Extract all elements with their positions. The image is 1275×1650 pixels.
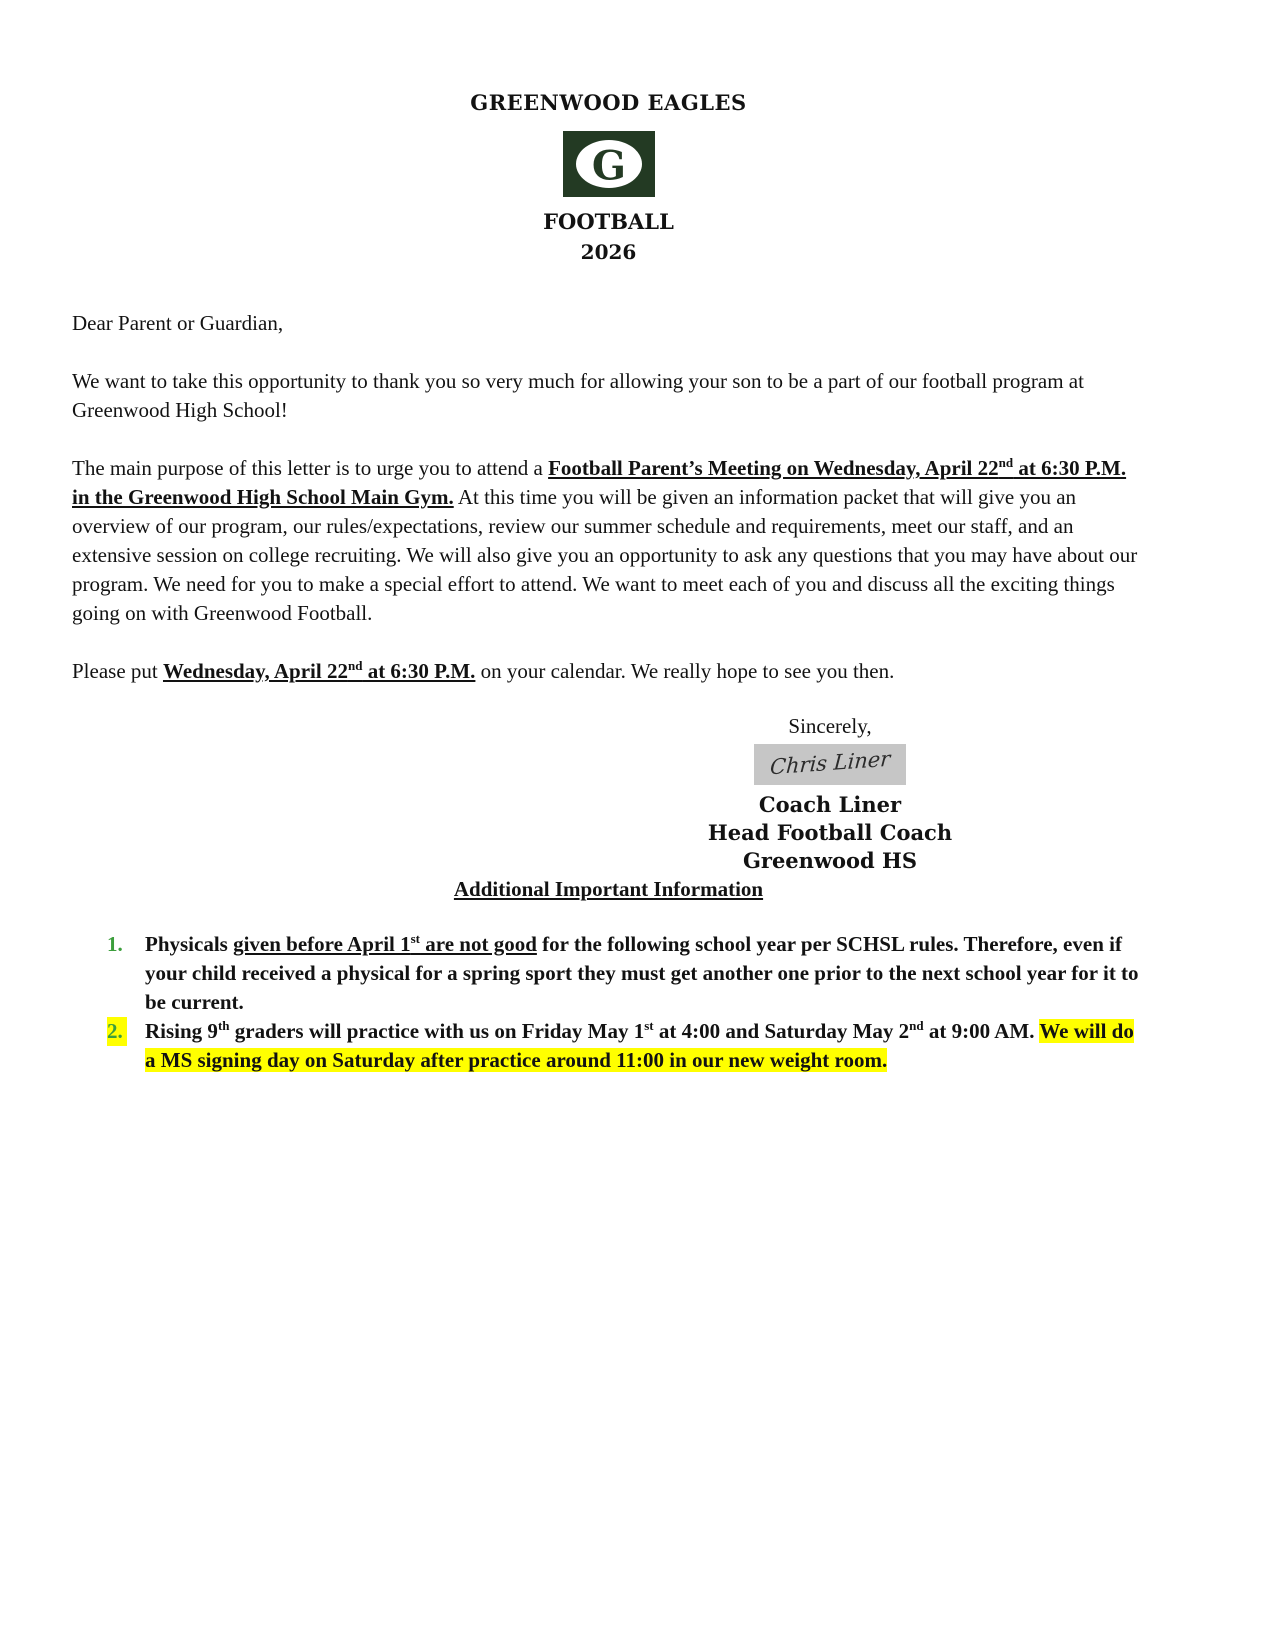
- logo-letter: G: [591, 142, 626, 190]
- text-segment: Wednesday, April 22: [162, 659, 348, 683]
- team-logo: [72, 131, 1145, 197]
- team-name: GREENWOOD EAGLES: [470, 90, 747, 115]
- text-segment: Rising 9: [145, 1019, 218, 1043]
- text-segment: at 6:30 P.M.: [362, 659, 476, 683]
- list-number: [107, 930, 145, 1017]
- sport-title: FOOTBALL: [543, 209, 674, 234]
- text-segment: At this time you will be given an information packet that will give you an overview of our program, our rules/expectations, review our summer schedule and requirements, meet our staff, and an extensive session on college recruiting. We will also give you an opportunity to ask any questions that you may have about our program. We need for you to make a special effort to attend. We want to meet each of you and discuss all the exciting things going on with Greenwood Football.: [72, 485, 1138, 625]
- signer-school: Greenwood HS: [742, 848, 918, 873]
- text-segment: at 4:00 and Saturday May 2: [653, 1019, 910, 1043]
- text-segment: at 6:30 P.M. in the Greenwood High School Main Gym.: [72, 456, 1127, 509]
- list-number-text-highlighted: 2.: [107, 1017, 127, 1046]
- signature-block: [660, 712, 1000, 875]
- text-segment: are not good: [420, 932, 537, 956]
- text-segment: for the following school year per SCHSL rules. Therefore, even if your child received a physical for a spring sport they must get another one prior to the next school year for it to be current.: [145, 932, 1139, 1014]
- paragraph-meeting: [72, 454, 1145, 628]
- list-item: [107, 1017, 1145, 1075]
- paragraph-reminder: [72, 657, 1145, 686]
- paragraph-thank-you: We want to take this opportunity to thank you so very much for allowing your son to be a part of our football program at Greenwood High School!: [72, 369, 1084, 422]
- section-heading: Additional Important Information: [453, 877, 764, 901]
- signature-script: Chris Liner: [769, 746, 891, 780]
- signer-title: Head Football Coach: [707, 820, 953, 845]
- text-segment: graders will practice with us on Friday May 1: [229, 1019, 645, 1043]
- ordinal-superscript: st: [410, 931, 421, 946]
- letter-header: [72, 88, 1145, 267]
- signer-name: Coach Liner: [758, 792, 902, 817]
- list-item-text: [145, 1017, 1145, 1075]
- list-number-text: 1.: [107, 932, 123, 956]
- text-segment: The main purpose of this letter is to urge you to attend a: [72, 456, 549, 480]
- underlined-phrase: [233, 932, 537, 956]
- highlighted-sentence: We will do a MS signing day on Saturday after practice around 11:00 in our new weight room.: [145, 1019, 1134, 1072]
- ordinal-superscript: nd: [347, 658, 363, 673]
- important-info-list: [72, 930, 1145, 1075]
- list-item: [107, 930, 1145, 1017]
- ordinal-superscript: nd: [909, 1018, 924, 1033]
- ordinal-superscript: th: [217, 1018, 230, 1033]
- ordinal-superscript: nd: [998, 455, 1014, 470]
- year-label: 2026: [580, 240, 637, 264]
- list-item-text: [145, 930, 1145, 1017]
- ordinal-superscript: st: [644, 1018, 654, 1033]
- text-segment: given before April 1: [233, 932, 411, 956]
- list-number: [107, 1017, 145, 1075]
- team-logo-icon: [563, 131, 655, 197]
- closing-text: Sincerely,: [788, 714, 872, 738]
- text-segment: Football Parent’s Meeting on Wednesday, April 22: [548, 456, 999, 480]
- date-reminder-bold: [163, 659, 475, 683]
- text-segment: Please put: [72, 659, 163, 683]
- text-segment: Physicals: [145, 932, 234, 956]
- text-segment: on your calendar. We really hope to see you then.: [475, 659, 895, 683]
- salutation: Dear Parent or Guardian,: [72, 311, 284, 335]
- signature-image: [754, 744, 906, 785]
- text-segment: at 9:00 AM.: [923, 1019, 1040, 1043]
